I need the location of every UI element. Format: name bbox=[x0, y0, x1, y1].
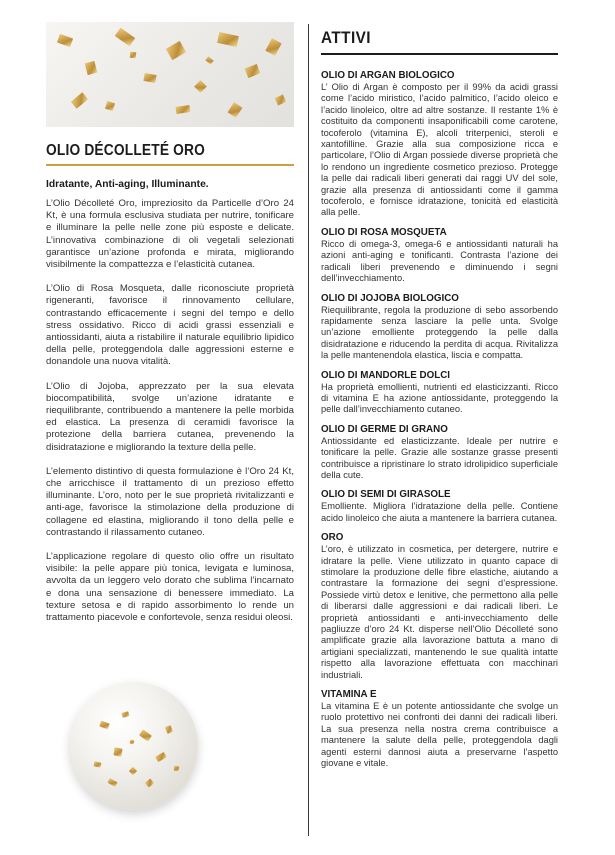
ingredient-description: Emolliente. Migliora l’idratazione della pelle. Contiene acido linoleico che aiuta a mantenere la barriera cutanea. bbox=[321, 501, 558, 523]
title-underline bbox=[46, 164, 294, 166]
ingredient-item bbox=[321, 370, 558, 416]
product-description bbox=[46, 198, 294, 636]
ingredient-item bbox=[321, 227, 558, 285]
ingredient-name: ORO bbox=[321, 532, 344, 544]
ingredient-description: Antiossidante ed elasticizzante. Ideale per nutrire e tonificare la pelle. Grazie alle sostanze grasse presenti contribuisce a ripristinare lo strato idrolipidico superficiale della cute. bbox=[321, 435, 558, 480]
description-paragraph: L’Olio di Jojoba, apprezzato per la sua elevata biocompatibilità, svolge un’azione idratante e riequilibrante, contribuendo a mantenere la pelle morbida ed elastica. La presenza di ceramidi favorisce la protezione della barriera cutanea, prevenendo la disidratazione e migliorando la texture della pelle. bbox=[46, 380, 294, 453]
ingredient-item bbox=[321, 489, 558, 524]
ingredient-description: La vitamina E è un potente antiossidante che svolge un ruolo protettivo nei confronti dei danni dei radicali liberi. La sua presenza nella nostra crema contribuisce a mantenere la salute della pelle, proteggendola dagli agenti esterni dannosi aiuta a preservarne l’aspetto giovane e vitale. bbox=[321, 701, 558, 769]
ingredient-description: L’oro, è utilizzato in cosmetica, per detergere, nutrire e idratare la pelle. Viene utilizzato in quanto capace di stimolare la produzione delle fibre elastiche, aiutando a contrastare la formazione dei segni d’espressione. Possiede virtù detox e lenitive, che permettono alla pelle di liberarsi dalle aggressioni e dai radicali liberi. Le proprietà antiossidanti e anti-invecchiamento delle pagliuzze d’oro 24 Kt. disperse nell’Olio Décolleté sono amplificate grazie alla lavorazione battuta a mano di artigiani specializzati, mantenendo le sue qualità intatte rispetto alla lavorazione effettuata con macchinari industriali. bbox=[321, 544, 558, 680]
ingredient-description: L’ Olio di Argan è composto per il 99% da acidi grassi come l’acido miristico, l’acido palmitico, l’acido oleico e l’acido linoleico, oltre ad altre sostanze. Il restante 1% è costituito da componenti insaponificabili come carotene, tocoferolo (vitamina E), alcoli triterpenici, steroli e xantofilline. Grazie alla sua composizione ricca e particolare, l’Olio di Argan possiede diverse proprietà che lo rendono un ingrediente cosmetico prezioso. Protegge la pelle dai radicali liberi generati dai raggi UV del sole, grazie alla presenza di antiossidanti come il gamma tocoferolo, e fornisce idratazione, tonicità ed elasticità alla pelle. bbox=[321, 82, 558, 218]
column-divider bbox=[308, 24, 309, 836]
ingredient-item bbox=[321, 689, 558, 769]
ingredient-name: OLIO DI SEMI DI GIRASOLE bbox=[321, 489, 451, 501]
section-underline bbox=[321, 53, 558, 55]
description-paragraph: L’applicazione regolare di questo olio offre un risultato visibile: la pelle appare più tonica, levigata e luminosa, avvolta da un leggero velo dorato che sublima l’incarnato e dona una sensazione di benessere immediato. La texture setosa e di rapido assorbimento lo rende un trattamento piacevole e confortevole, senza residui oleosi. bbox=[46, 551, 294, 624]
product-subtitle: Idratante, Anti-aging, Illuminante. bbox=[46, 179, 209, 190]
ingredient-item bbox=[321, 293, 558, 362]
ingredient-name: OLIO DI ARGAN BIOLOGICO bbox=[321, 70, 455, 81]
gold-flakes-photo bbox=[46, 22, 294, 127]
ingredient-description: Ha proprietà emollienti, nutrienti ed elasticizzanti. Ricco di vitamina E ha azione antiossidante, proteggendo la pelle dall’invecchiamento cutaneo. bbox=[321, 381, 558, 415]
ingredient-description: Ricco di omega-3, omega-6 e antiossidanti naturali ha azioni anti-aging e tonificanti. Contrasta l’azione dei radicali liberi prevenendo e diminuendo i segni dell’invecchiamento. bbox=[321, 238, 558, 284]
description-paragraph: L’Olio Décolleté Oro, impreziosito da Particelle d’Oro 24 Kt, è una formula esclusiva studiata per nutrire, tonificare e illuminare la pelle nelle zone più esposte e delicate. L’innovativa combinazione di oli vegetali selezionati garantisce un’azione profonda e mirata, migliorando visibilmente la compattezza e l’elasticità cutanea. bbox=[46, 198, 294, 271]
ingredient-name: OLIO DI MANDORLE DOLCI bbox=[321, 369, 450, 381]
ingredient-item bbox=[321, 532, 558, 681]
description-paragraph: L’Olio di Rosa Mosqueta, dalle riconosciute proprietà rigeneranti, favorisce il rinnovamento cellulare, contrastando efficacemente i segni del tempo e dello stress ossidativo. Ricco di acidi grassi essenziali e antiossidanti, aiuta a ristabilire il naturale equilibrio lipidico della pelle, proteggendola dalle aggressioni esterne e donandole una nuova vitalità. bbox=[46, 283, 294, 368]
ingredient-item bbox=[321, 424, 558, 482]
ingredient-name: VITAMINA E bbox=[321, 689, 377, 701]
description-paragraph: L’elemento distintivo di questa formulazione è l’Oro 24 Kt, che arricchisce il trattamento di un prezioso effetto illuminante. L’oro, noto per le sue proprietà rivitalizzanti e anti-age, favorisce la stimolazione della produzione di collagene ed elastina, migliorando il tono della pelle e contrastando il rilassamento cutaneo. bbox=[46, 465, 294, 538]
oil-drop-photo bbox=[70, 682, 198, 810]
section-title: ATTIVI bbox=[321, 28, 372, 47]
ingredient-item bbox=[321, 70, 558, 219]
ingredients-list bbox=[321, 70, 558, 778]
product-title: OLIO DÉCOLLETÉ ORO bbox=[46, 142, 206, 159]
ingredient-name: OLIO DI JOJOBA BIOLOGICO bbox=[321, 292, 459, 304]
ingredient-name: OLIO DI ROSA MOSQUETA bbox=[321, 226, 447, 238]
ingredient-name: OLIO DI GERME DI GRANO bbox=[321, 423, 448, 435]
ingredient-description: Riequilibrante, regola la produzione di sebo assorbendo rapidamente senza lasciare la pelle unta. Svolge un’azione emolliente proteggendo la pelle dalla disidratazione e riducendo la perdita di acqua. Rivitalizza la pelle mantenendola elastica, liscia e compatta. bbox=[321, 304, 558, 361]
